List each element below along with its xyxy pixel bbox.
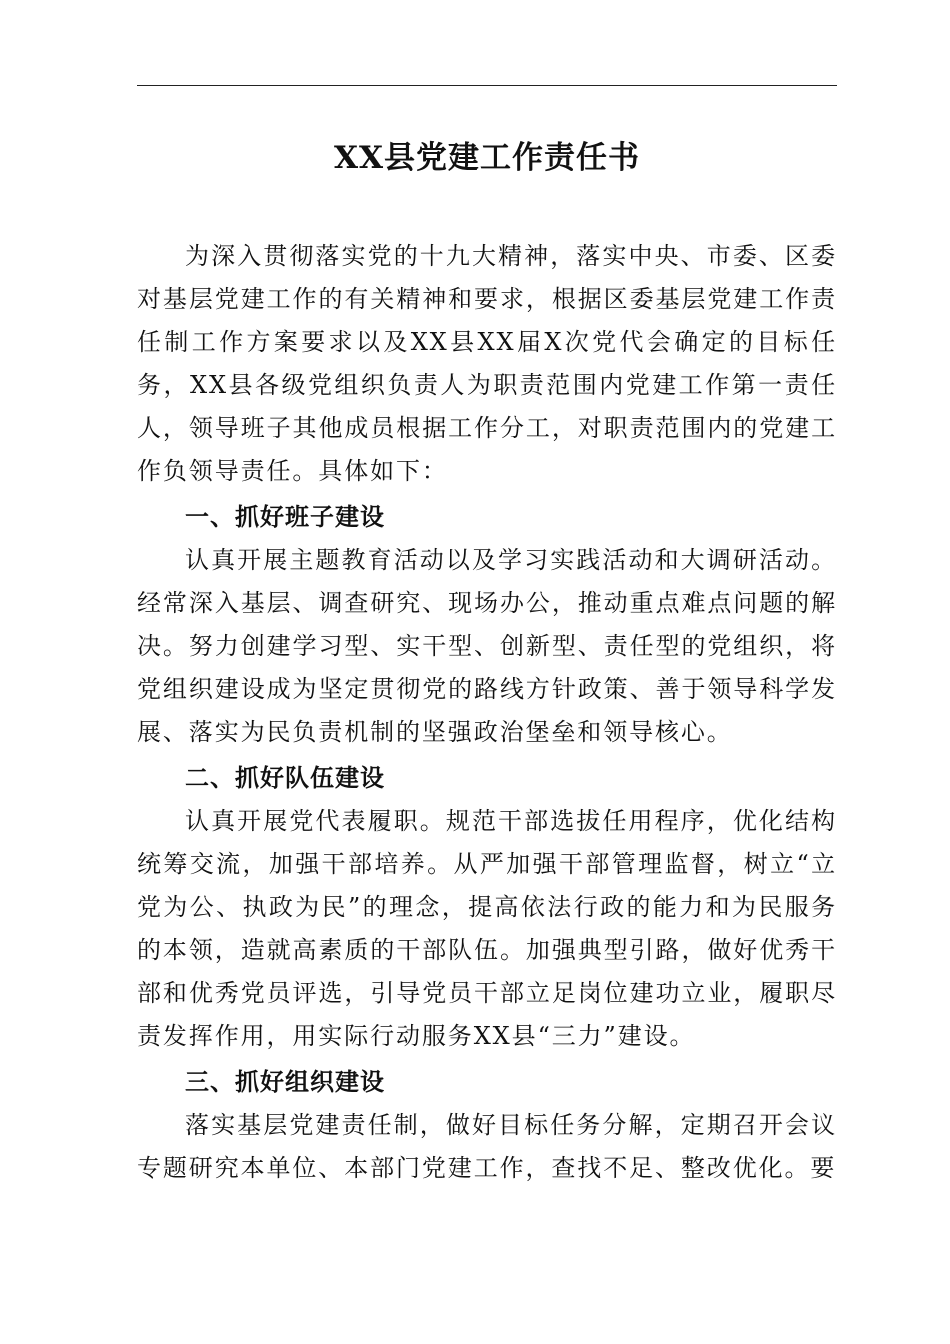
section-paragraph-1: 认真开展主题教育活动以及学习实践活动和大调研活动。经常深入基层、调查研究、现场办公，推动重点难点问题的解决。努力创建学习型、实干型、创新型、责任型的党组织，将党组织建设成为坚定贯彻党的路线方针政策、善于领导科学发展、落实为民负责机制的坚强政治堡垒和领导核心。	[137, 546, 837, 746]
section-heading-2: 二、抓好队伍建设	[185, 764, 385, 792]
header-rule	[137, 85, 837, 86]
section-paragraph-3: 落实基层党建责任制，做好目标任务分解，定期召开会议专题研究本单位、本部门党建工作，查找不足、整改优化。要	[137, 1111, 837, 1182]
document-body	[137, 235, 837, 1190]
document-title: XX县党建工作责任书	[333, 140, 641, 176]
section-heading-1: 一、抓好班子建设	[185, 503, 385, 531]
intro-paragraph: 为深入贯彻落实党的十九大精神，落实中央、市委、区委对基层党建工作的有关精神和要求，根据区委基层党建工作责任制工作方案要求以及XX县XX届X次党代会确定的目标任务，XX县各级党组织负责人为职责范围内党建工作第一责任人，领导班子其他成员根据工作分工，对职责范围内的党建工作负领导责任。具体如下：	[137, 242, 837, 485]
section-paragraph-2: 认真开展党代表履职。规范干部选拔任用程序，优化结构统筹交流，加强干部培养。从严加强干部管理监督，树立“立党为公、执政为民”的理念，提高依法行政的能力和为民服务的本领，造就高素质的干部队伍。加强典型引路，做好优秀干部和优秀党员评选，引导党员干部立足岗位建功立业，履职尽责发挥作用，用实际行动服务XX县“三力”建设。	[137, 807, 837, 1050]
section-heading-3: 三、抓好组织建设	[185, 1068, 385, 1096]
